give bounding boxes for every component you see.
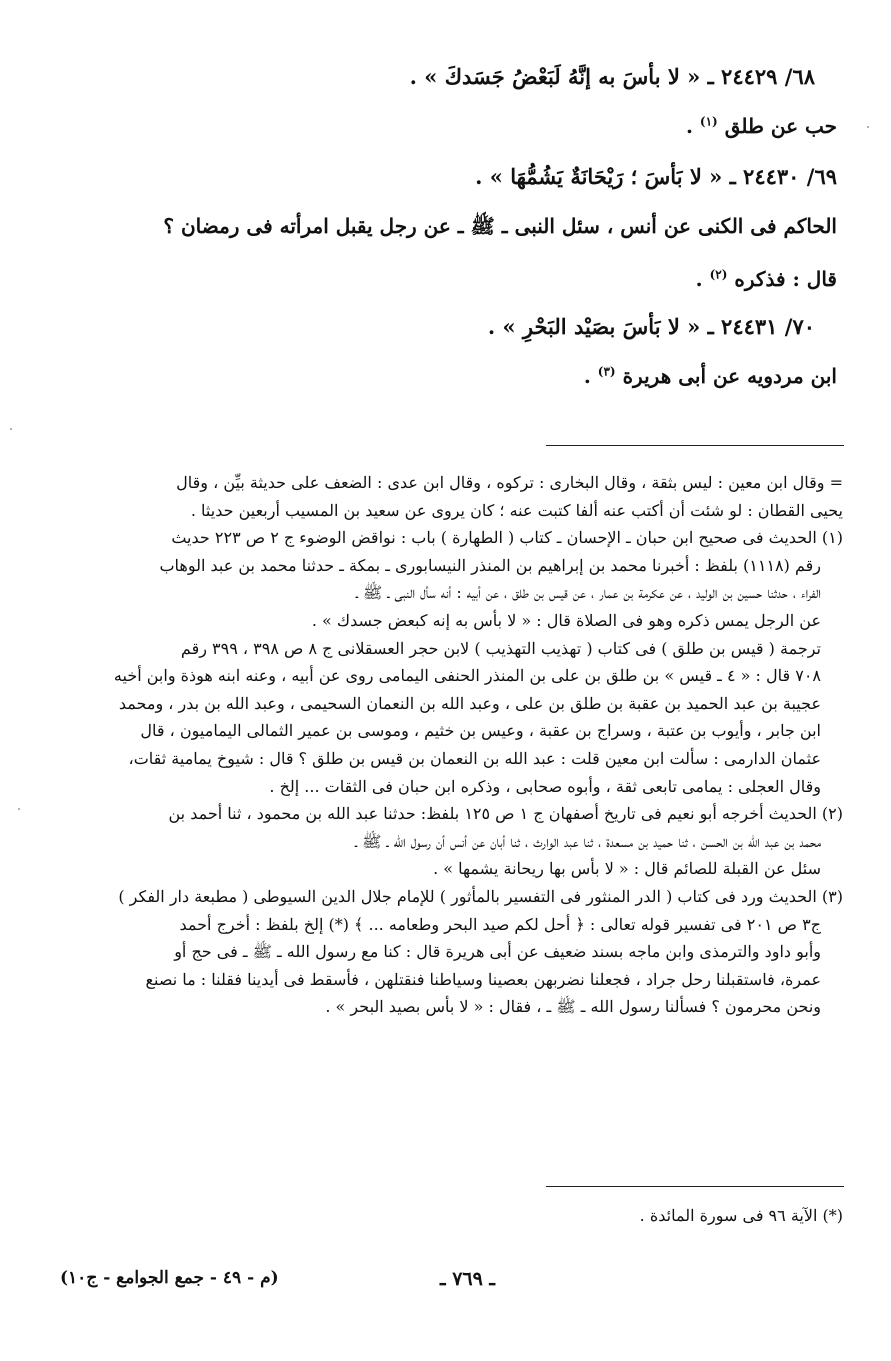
- source-line: ابن مردويه عن أبى هريرة $^{(٣)}$ .: [583, 364, 837, 388]
- source-line: حب عن طلق $^{(١)}$ .: [685, 114, 837, 138]
- footnote-line: سئل عن القبلة للصائم قال : « لا بأس بها ريحانة يشمها » .: [433, 859, 821, 879]
- footnote-line: ونحن محرمون ؟ فسألنا رسول الله ـ ﷺ ـ ، فقال : « لا بأس بصيد البحر » .: [325, 997, 821, 1017]
- footnote-line: وأبو داود والترمذى وابن ماجه بسند ضعيف عن أبى هريرة قال : كنا مع رسول الله ـ ﷺ ـ فى حج أو: [174, 942, 821, 962]
- footnote-line: ترجمة ( قيس بن طلق ) فى كتاب ( تهذيب التهذيب ) لابن حجر العسقلانى ج ٨ ص ٣٩٨ ، ٣٩٩ رقم: [180, 638, 821, 658]
- hadith-69: ٦٩/ ٢٤٤٣٠ ـ « لا بَأسَ ؛ رَيْحَانَةٌ يَشُمُّهَا » .: [475, 164, 837, 189]
- star-note-separator: [546, 1186, 844, 1187]
- scan-speck: [10, 428, 12, 430]
- footnotes: [62, 469, 843, 1021]
- source-line: قال : فذكره $^{(٢)}$ .: [695, 267, 837, 291]
- page-number: ـ ٧٦٩ ـ: [440, 1268, 495, 1290]
- page-footer: [60, 1268, 831, 1298]
- footnote-ref: (٢): [709, 267, 728, 282]
- main-text: [60, 64, 837, 414]
- footnote-line: محمد بن عبد الله بن الحسن ، ثنا حميد بن مسعدة ، ثنا عبد الوارث ، ثنا أبان عن أنس أن رسول الله ـ ﷺ ـ: [355, 831, 821, 851]
- footnote-ref: (٣): [597, 364, 616, 379]
- footnote-line: رقم (١١١٨) بلفظ : أخبرنا محمد بن إبراهيم بن المنذر النيسابورى ـ بمكة ـ حدثنا محمد بن عبد الوهاب: [159, 555, 821, 575]
- scan-speck: [867, 126, 869, 128]
- star-note: (*) الآية ٩٦ فى سورة المائدة .: [639, 1206, 843, 1225]
- footnote-line: عن الرجل يمس ذكره وهو فى الصلاة قال : « لا بأس به إنه كبعض جسدك » .: [311, 610, 821, 630]
- footnote-line: يحيى القطان : لو شئت أن أكتب عنه ألفا كتبت عنه ؛ كان يروى عن سعيد بن المسيب أربعين حديثا .: [190, 500, 843, 520]
- footnote-line: ابن جابر ، وأيوب بن عتبة ، وسراج بن عقبة ، وعيس بن خثيم ، وموسى بن عمير الثمالى اليماميون ، قال: [140, 721, 821, 741]
- scan-speck: [18, 808, 20, 810]
- footnote-line: = وقال ابن معين : ليس بثقة ، وقال البخارى : تركوه ، وقال ابن عدى : الضعف على حديثة بيِّن ، وقال: [176, 473, 843, 492]
- footnote-line: الفراء ، حدثنا حسين بن الوليد ، عن عكرمة بن عمار ، عن قيس بن طلق ، عن أبيه : أنه سأل النبى ـ ﷺ ـ: [355, 583, 821, 603]
- footnote-line: (٣) الحديث ورد فى كتاب ( الدر المنثور فى التفسير بالمأثور ) للإمام جلال الدين السيوطى ( مطبعة دار الفكر ): [118, 886, 843, 906]
- footnote-line: عمرة، فاستقبلنا رحل جراد ، فجعلنا نضربهن بعصينا وسياطنا فنقتلهن ، فأسقط فى أيدينا فقلنا : ما نصنع: [145, 969, 821, 989]
- footnote-ref: (١): [699, 114, 718, 129]
- footnote-line: ٧٠٨ قال : « ٤ ـ قيس » بن طلق بن على بن المنذر الحنفى اليمامى روى عن أبيه ، وعنه ابنه هوذة وابن أخيه: [113, 666, 821, 686]
- hadith-70: ٧٠/ ٢٤٤٣١ ـ « لا بَأسَ بصَيْد البَحْرِ » .: [487, 314, 815, 339]
- footnote-line: ج٣ ص ٢٠١ فى تفسير قوله تعالى : ﴿ أحل لكم صيد البحر وطعامه ... ﴾ (*) إلخ بلفظ : أخرج أحمد: [179, 914, 821, 934]
- footnote-line: وقال العجلى : يمامى تابعى ثقة ، وأبوه صحابى ، وذكره ابن حبان فى الثقات ... إلخ .: [269, 776, 821, 796]
- footnote-separator: [546, 445, 844, 446]
- footnote-line: عجيبة بن عبد الحميد بن عقبة بن طلق بن على ، وعبد الله بن النعمان السحيمى ، وعبد الله بن بدر ، ومحمد: [118, 693, 821, 713]
- source-line: الحاكم فى الكنى عن أنس ، سئل النبى ـ ﷺ ـ عن رجل يقبل امرأته فى رمضان ؟: [163, 214, 837, 238]
- volume-signature: (م - ٤٩ - جمع الجوامع - ج١٠): [60, 1268, 279, 1288]
- footnote-line: (٢) الحديث أخرجه أبو نعيم فى تاريخ أصفهان ج ١ ص ١٢٥ بلفظ: حدثنا عبد الله بن محمود ، ثنا أحمد بن: [168, 804, 843, 824]
- footnote-line: (١) الحديث فى صحيح ابن حبان ـ الإحسان ـ كتاب ( الطهارة ) باب : نواقض الوضوء ج ٢ ص ٢٢٣ حديث: [171, 528, 843, 548]
- footnote-line: عثمان الدارمى : سألت ابن معين قلت : عبد الله بن النعمان بن قيس بن طلق ؟ قال : شيوخ يمامية ثقات،: [128, 748, 821, 768]
- hadith-68: ٦٨/ ٢٤٤٢٩ ـ « لا بأسَ به إنَّهُ لَبَعْضُ جَسَدكَ » .: [409, 64, 815, 89]
